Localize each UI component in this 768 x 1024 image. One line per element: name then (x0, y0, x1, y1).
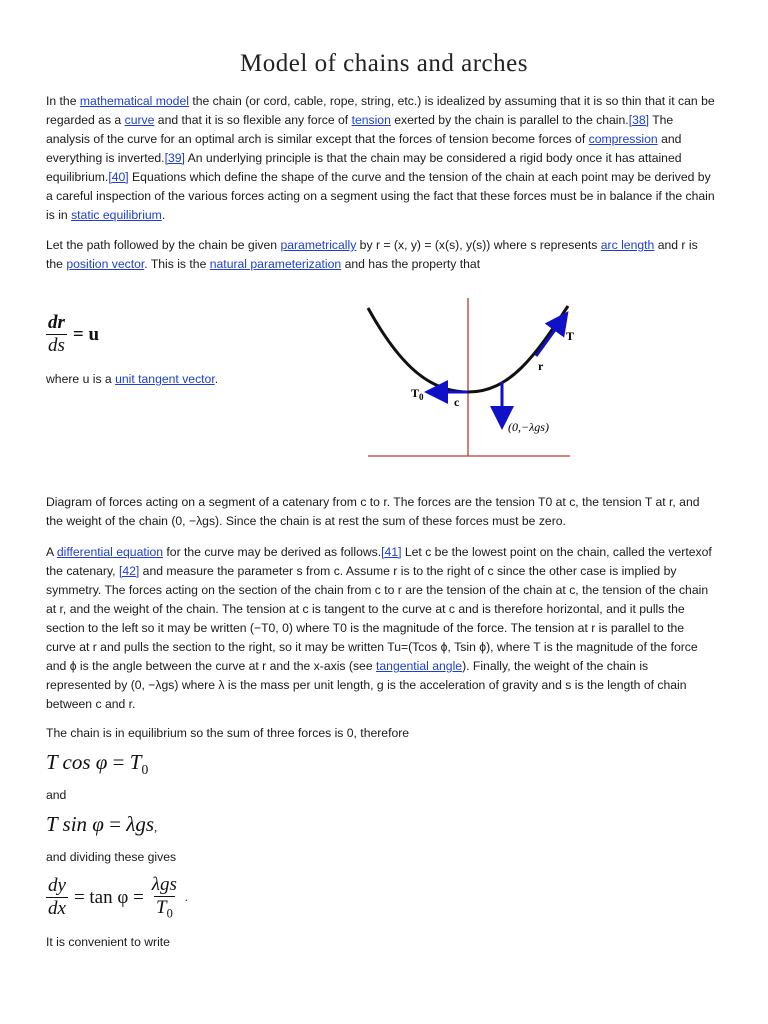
link-curve[interactable]: curve (124, 113, 155, 127)
convenient-text: It is convenient to write (46, 935, 170, 949)
link-tangential-angle[interactable]: tangential angle (376, 659, 463, 673)
label-weight: (0,−λgs) (508, 420, 549, 434)
label-r: r (538, 359, 544, 373)
differential-equation-paragraph: A differential equation for the curve may be derived as follows.[41] Let c be the lowest point on the chain, called the vertexof the catenary, [42] and measure the parameter s from c. Assume r is to the right of c since the other case is implied by symmetry. The forces acting on the section of the chain from c to r are the tension of the chain at c, the tension of the chain at r, and the weight of the chain. The tension at c is tangent to the curve at c and is therefore horizontal, and it pulls the section to the left so it may be written (−T0, 0) where T0 is the magnitude of the force. The tension at r is parallel to the curve at r and pulls the section to the right, so it may be written Tu=(Tcos ϕ, Tsin ϕ), where T is the magnitude of the force and ϕ is the angle between the curve at r and the x-axis (see tangential angle). Finally, the weight of the chain is represented by (0, −λgs) where λ is the mass per unit length, g is the acceleration of gravity and s is the length of chain between c and r. (46, 545, 712, 711)
link-compression[interactable]: compression (588, 132, 658, 146)
citation-40[interactable]: [40] (108, 170, 129, 184)
and-text: and (46, 788, 67, 802)
equilibrium-paragraph: The chain is in equilibrium so the sum of three forces is 0, therefore (46, 726, 410, 740)
page-title: Model of chains and arches (240, 50, 528, 77)
dividing-text: and dividing these gives (46, 850, 177, 864)
label-t0: $T_0$ (411, 386, 424, 402)
link-unit-tangent-vector[interactable]: unit tangent vector (115, 372, 215, 386)
parametric-paragraph: Let the path followed by the chain be given parametrically by r = (x, y) = (x(s), y(s)) where s represents arc length and r is the position vector. This is the natural parameterization and has the property that (46, 238, 698, 271)
citation-38[interactable]: [38] (628, 113, 650, 127)
link-static-equilibrium[interactable]: static equilibrium (71, 208, 162, 222)
link-parametrically[interactable]: parametrically (280, 238, 357, 252)
catenary-force-diagram (360, 296, 580, 466)
citation-42[interactable]: [42] (118, 564, 140, 578)
equation-dy-dx: $\frac{dy}{dx}$ = tan φ = $\frac{\text{λgs}}{T_0}$ . (48, 874, 188, 921)
tension-t-arrow (536, 316, 565, 356)
diagram-caption: Diagram of forces acting on a segment of a catenary from c to r. The forces are the tension T0 at c, the tension T at r, and the weight of the chain (0, −λgs). Since the chain is at rest the sum of these forces must be zero. (46, 495, 700, 528)
link-arc-length[interactable]: arc length (600, 238, 655, 252)
link-differential-equation[interactable]: differential equation (56, 545, 164, 559)
link-natural-parameterization[interactable]: natural parameterization (209, 257, 342, 271)
label-c: c (454, 395, 460, 409)
link-mathematical-model[interactable]: mathematical model (79, 94, 189, 108)
equation-tcos: T $\cos \varphi = T_0$ (46, 750, 149, 777)
intro-paragraph: In the mathematical model the chain (or cord, cable, rope, string, etc.) is idealized by assuming that it is so thin that it can be regarded as a curve and that it is so flexible any force of tension exerted by the chain is parallel to the chain.[38] The analysis of the curve for an optimal arch is similar except that the forces of tension become forces of compression and everything is inverted.[39] An underlying principle is that the chain may be considered a rigid body once it has attained equilibrium.[40] Equations which define the shape of the curve and the tension of the chain at each point may be derived by a careful inspection of the various forces acting on a segment using the fact that these forces must be in balance if the chain is in static equilibrium. (46, 94, 715, 222)
link-tension[interactable]: tension (351, 113, 391, 127)
citation-41[interactable]: [41] (381, 545, 402, 559)
equation-tsin: T sin φ = λgs, (46, 812, 158, 836)
unit-tangent-paragraph: where u is a unit tangent vector. (46, 372, 219, 386)
citation-39[interactable]: [39] (164, 151, 185, 165)
link-position-vector[interactable]: position vector (66, 257, 145, 271)
label-t: T (566, 329, 575, 343)
equation-dr-ds: $\frac{dr}{ds}$ = u (48, 312, 100, 356)
